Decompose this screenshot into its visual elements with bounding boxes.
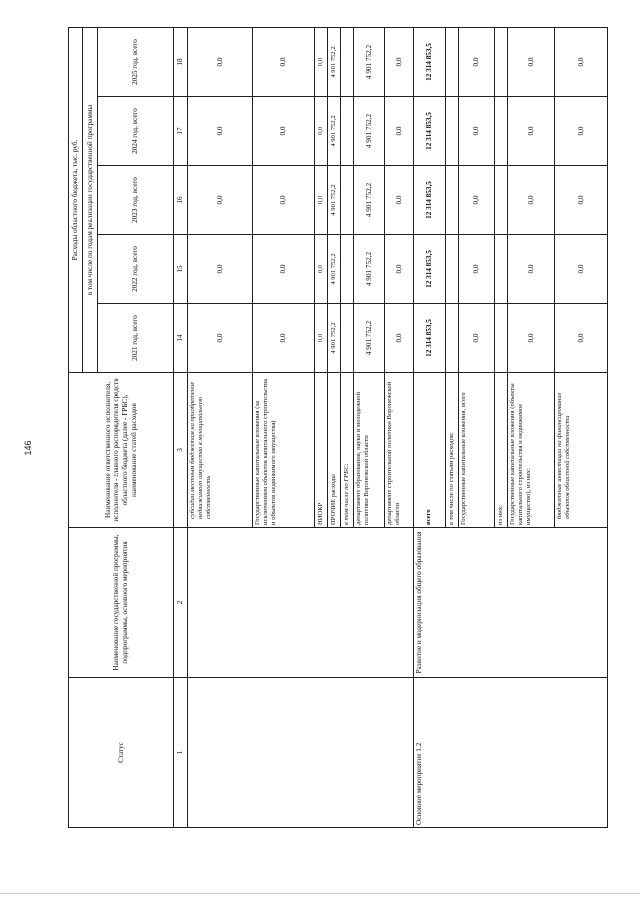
row-label: всего — [413, 373, 445, 528]
row-value: 0,0 — [507, 166, 555, 235]
row-value: 0,0 — [459, 166, 495, 235]
row-value: 0,0 — [459, 235, 495, 304]
header-status: Статус — [69, 678, 174, 828]
row-value: 4 901 752,2 — [328, 304, 341, 373]
program-cell-empty — [187, 528, 413, 678]
row-value — [341, 166, 354, 235]
header-year-2025: 2025 год, всего — [97, 27, 173, 96]
row-value: 0,0 — [315, 304, 328, 373]
row-value: 0,0 — [253, 27, 315, 96]
header-program-name: Наименование государственной программы, подпрограммы, основного мероприятия — [69, 528, 174, 678]
row-label: департамент строительной политики Воронежской области — [385, 373, 414, 528]
row-value: 12 314 853,5 — [413, 166, 445, 235]
row-value: 0,0 — [315, 235, 328, 304]
row-value: 0,0 — [187, 97, 253, 166]
section-status: Основное мероприятие 1.2 — [413, 678, 607, 828]
col-number: 18 — [173, 27, 187, 96]
row-value: 0,0 — [187, 304, 253, 373]
row-value — [341, 304, 354, 373]
row-value: 12 314 853,5 — [413, 97, 445, 166]
section-name: Развитие и модернизация общего образования — [413, 528, 607, 678]
row-value: 4 901 752,2 — [328, 166, 341, 235]
row-value: 0,0 — [315, 97, 328, 166]
col-number: 15 — [173, 235, 187, 304]
row-value: 0,0 — [555, 97, 608, 166]
row-label: в том числе по ГРБС: — [341, 373, 354, 528]
row-value: 0,0 — [315, 166, 328, 235]
row-value: 0,0 — [555, 235, 608, 304]
header-executor: Наименование ответственного исполнителя, исполнителя - главного распорядителя средств областного бюджета (далее - ГРБС), наименование статей расходов — [69, 373, 174, 528]
row-value: 0,0 — [507, 235, 555, 304]
row-label: Государственные капитальные вложения (за исключением объектов капитального строительства и объектов недвижимого имущества) — [253, 373, 315, 528]
row-value — [494, 27, 507, 96]
row-value: 0,0 — [253, 166, 315, 235]
row-value: 0,0 — [555, 27, 608, 96]
row-value: 0,0 — [253, 304, 315, 373]
header-year-2023: 2023 год, всего — [97, 166, 173, 235]
row-value — [494, 235, 507, 304]
row-value: 4 901 752,2 — [354, 27, 385, 96]
row-value: 0,0 — [385, 235, 414, 304]
row-label: департамент образования, науки и молодежной политики Воронежской области — [354, 373, 385, 528]
row-value: 4 901 752,2 — [354, 304, 385, 373]
row-label: в том числе по статьям расходов: — [446, 373, 459, 528]
row-value: 0,0 — [385, 97, 414, 166]
row-label: ПРОЧИЕ расходы — [328, 373, 341, 528]
header-year-2022: 2022 год, всего — [97, 235, 173, 304]
row-value: 0,0 — [187, 27, 253, 96]
row-label: НИОКР — [315, 373, 328, 528]
row-label: бюджетные инвестиции на финансирование объектов областной собственности — [555, 373, 608, 528]
row-label: Государственные капитальные вложения, всего — [459, 373, 495, 528]
row-value — [446, 27, 459, 96]
row-value: 0,0 — [507, 304, 555, 373]
budget-table — [68, 27, 608, 828]
row-value: 0,0 — [459, 27, 495, 96]
row-value — [446, 97, 459, 166]
row-value — [341, 235, 354, 304]
row-value: 0,0 — [459, 304, 495, 373]
row-value: 0,0 — [315, 27, 328, 96]
col-number: 1 — [173, 678, 187, 828]
table-row — [187, 27, 253, 827]
col-number: 14 — [173, 304, 187, 373]
row-value: 4 901 752,2 — [354, 166, 385, 235]
header-budget-title: Расходы областного бюджета, тыс. руб. — [69, 27, 83, 372]
col-number: 16 — [173, 166, 187, 235]
row-value: 12 314 853,5 — [413, 304, 445, 373]
page-number: 146 — [23, 440, 33, 456]
row-value: 0,0 — [385, 304, 414, 373]
row-value: 0,0 — [385, 27, 414, 96]
row-value: 4 901 752,2 — [328, 235, 341, 304]
row-value — [494, 166, 507, 235]
row-value — [446, 166, 459, 235]
row-label: из них: — [494, 373, 507, 528]
header-year-2024: 2024 год, всего — [97, 97, 173, 166]
row-value: 0,0 — [459, 97, 495, 166]
row-value: 0,0 — [555, 304, 608, 373]
table-row — [413, 27, 445, 827]
row-value: 4 901 752,2 — [328, 97, 341, 166]
row-value — [494, 304, 507, 373]
row-value: 0,0 — [507, 97, 555, 166]
page-bottom-divider — [0, 893, 640, 894]
row-value: 4 901 752,2 — [354, 235, 385, 304]
row-value: 4 901 752,2 — [328, 27, 341, 96]
col-number: 17 — [173, 97, 187, 166]
row-value — [341, 27, 354, 96]
rotated-table-container — [68, 28, 608, 828]
row-label: Государственные капитальные вложения (объекты капитального строительства и недвижимое имущество), из них: — [507, 373, 555, 528]
row-value: 12 314 853,5 — [413, 235, 445, 304]
row-value: 12 314 853,5 — [413, 27, 445, 96]
row-value: 0,0 — [555, 166, 608, 235]
col-number: 3 — [173, 373, 187, 528]
row-value: 0,0 — [253, 97, 315, 166]
row-value — [494, 97, 507, 166]
header-budget-sub: в том числе по годам реализации государственной программы — [83, 27, 97, 372]
row-value: 0,0 — [507, 27, 555, 96]
column-numbers-row — [173, 27, 187, 827]
row-value — [341, 97, 354, 166]
row-value: 0,0 — [187, 235, 253, 304]
row-value: 0,0 — [253, 235, 315, 304]
status-cell-empty — [187, 678, 413, 828]
row-value: 4 901 752,2 — [354, 97, 385, 166]
row-value: 0,0 — [187, 166, 253, 235]
row-value — [446, 235, 459, 304]
row-value: 0,0 — [385, 166, 414, 235]
header-year-2021: 2021 год, всего — [97, 304, 173, 373]
row-label: субсидии местным бюджетам на приобретение недвижимого имущества в муниципальную собственность — [187, 373, 253, 528]
col-number: 2 — [173, 528, 187, 678]
row-value — [446, 304, 459, 373]
